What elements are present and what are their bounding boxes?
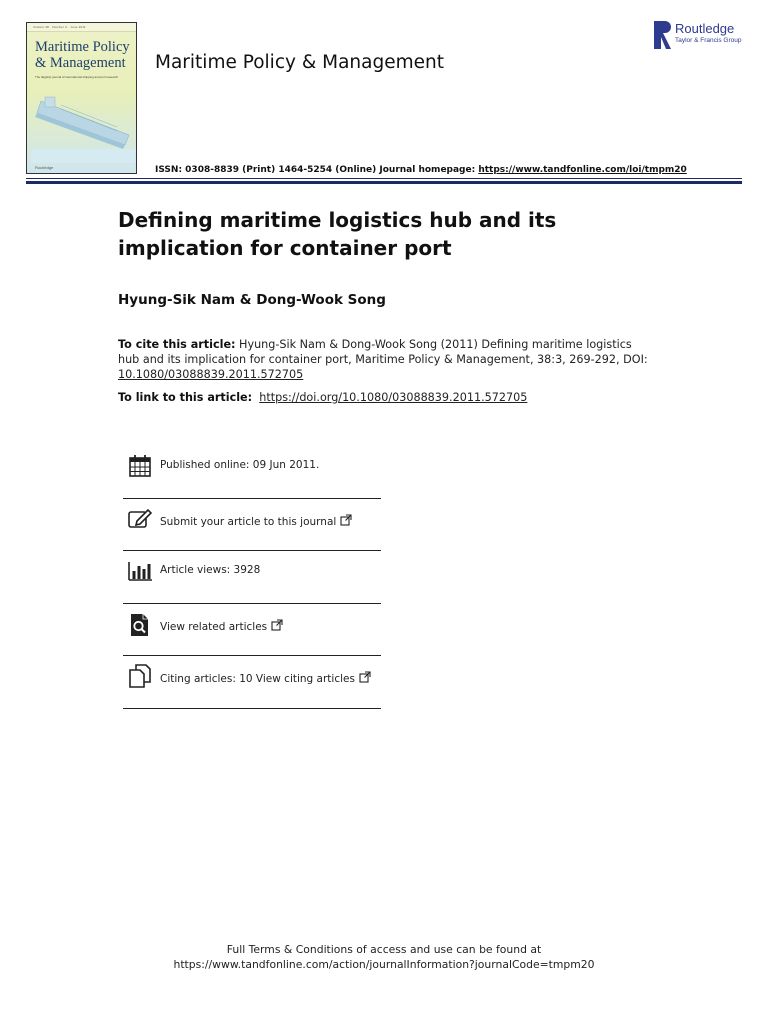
- external-link-icon: [271, 619, 283, 631]
- routledge-r-icon: [654, 21, 672, 49]
- article-link-line: [118, 391, 527, 404]
- related-articles-label: View related articles: [160, 620, 268, 633]
- publisher-logo: [654, 21, 746, 49]
- publisher-group: Taylor & Francis Group: [675, 37, 742, 44]
- article-views-text: Article views: 3928: [160, 564, 261, 576]
- journal-homepage-link[interactable]: https://www.tandfonline.com/loi/tmpm20: [478, 165, 687, 175]
- calendar-icon: [127, 454, 153, 478]
- article-doi-link[interactable]: https://doi.org/10.1080/03088839.2011.572705: [259, 391, 528, 404]
- cite-doi-link[interactable]: 10.1080/03088839.2011.572705: [118, 368, 304, 381]
- info-row-views: [123, 551, 381, 604]
- cover-subtitle: The flagship journal of international shipping and port research: [35, 75, 119, 79]
- cover-title-line-2: & Management: [35, 55, 126, 71]
- search-document-icon: [127, 613, 153, 637]
- journal-cover-image: [26, 22, 137, 174]
- citing-articles-label: Citing articles: 10 View citing articles: [160, 673, 355, 685]
- cover-ship-illustration: [31, 83, 135, 163]
- cover-title: [35, 39, 137, 71]
- submit-article-label: Submit your article to this journal: [160, 515, 337, 528]
- article-title: Defining maritime logistics hub and its implication for container port: [118, 208, 557, 260]
- cover-title-line-1: Maritime Policy: [35, 39, 130, 55]
- cite-label: To cite this article:: [118, 338, 236, 351]
- submit-article-link[interactable]: [160, 514, 352, 528]
- cover-publisher-mark: Routledge: [35, 165, 54, 170]
- info-row-citing[interactable]: [123, 656, 381, 709]
- external-link-icon: [359, 671, 371, 683]
- cite-text: Hyung-Sik Nam & Dong-Wook Song (2011) Defining maritime logistics hub and its implication for container port, Maritime Policy & Management, 38:3, 269-292, DOI:: [118, 338, 648, 366]
- link-label: To link to this article:: [118, 391, 253, 404]
- article-authors: Hyung-Sik Nam & Dong-Wook Song: [118, 292, 386, 308]
- citation-block: [118, 337, 653, 382]
- copy-document-icon: [127, 664, 153, 688]
- external-link-icon: [340, 514, 352, 526]
- terms-footer: [0, 942, 768, 972]
- published-online-text: Published online: 09 Jun 2011.: [160, 459, 320, 471]
- header-rule-thick: [26, 181, 742, 184]
- cover-volume-line: Volume 38 · Number 3 · June 2011: [33, 25, 86, 29]
- edit-icon: [127, 507, 153, 531]
- bar-chart-icon: [127, 559, 153, 583]
- journal-title: Maritime Policy & Management: [155, 52, 444, 73]
- publisher-name: Routledge: [675, 21, 735, 36]
- info-row-published: [123, 446, 381, 499]
- related-articles-link[interactable]: [160, 619, 283, 633]
- citing-articles-link[interactable]: [160, 671, 371, 685]
- header-rule-thin: [26, 178, 742, 179]
- footer-line-1: Full Terms & Conditions of access and use can be found at: [226, 943, 542, 956]
- info-row-submit[interactable]: [123, 499, 381, 552]
- issn-text: ISSN: 0308-8839 (Print) 1464-5254 (Online) Journal homepage:: [155, 165, 479, 175]
- info-row-related[interactable]: [123, 604, 381, 657]
- article-info-list: [123, 446, 381, 709]
- footer-terms-link[interactable]: https://www.tandfonline.com/action/journalInformation?journalCode=tmpm20: [173, 958, 595, 971]
- issn-line: [155, 165, 687, 175]
